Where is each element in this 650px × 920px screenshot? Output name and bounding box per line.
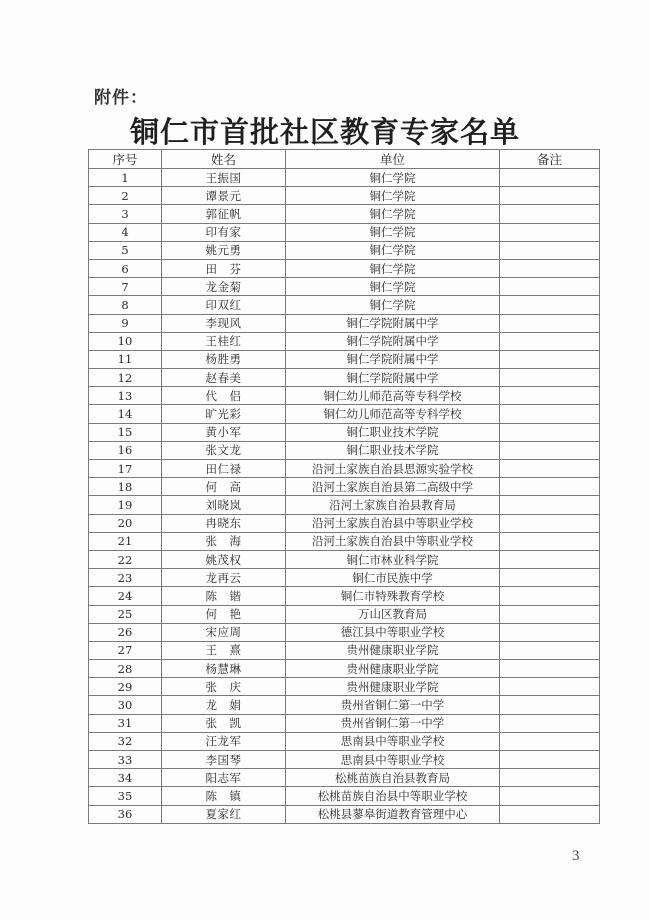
cell-no: 3 (89, 205, 162, 223)
table-row (89, 187, 600, 205)
cell-note (500, 805, 600, 823)
cell-no: 13 (89, 387, 162, 405)
page-number: 3 (572, 848, 580, 864)
cell-unit: 思南县中等职业学校 (286, 732, 500, 750)
cell-unit: 铜仁市民族中学 (286, 569, 500, 587)
cell-note (500, 369, 600, 387)
cell-name: 旷光彩 (162, 405, 286, 423)
cell-unit: 铜仁幼儿师范高等专科学校 (286, 405, 500, 423)
cell-note (500, 223, 600, 241)
cell-note (500, 259, 600, 277)
cell-note (500, 787, 600, 805)
table-row (89, 732, 600, 750)
cell-unit: 铜仁市特殊教育学校 (286, 587, 500, 605)
table-row (89, 769, 600, 787)
cell-name: 张 庆 (162, 678, 286, 696)
table-row (89, 314, 600, 332)
cell-name: 冉晓东 (162, 514, 286, 532)
cell-note (500, 441, 600, 459)
table-row (89, 496, 600, 514)
cell-name: 宋应周 (162, 623, 286, 641)
cell-name: 陈 锴 (162, 587, 286, 605)
table-row (89, 478, 600, 496)
cell-unit: 铜仁学院 (286, 241, 500, 259)
cell-note (500, 769, 600, 787)
table-row (89, 751, 600, 769)
cell-note (500, 732, 600, 750)
table-row (89, 660, 600, 678)
table-row (89, 405, 600, 423)
cell-unit: 松桃苗族自治县教育局 (286, 769, 500, 787)
cell-name: 何 艳 (162, 605, 286, 623)
table-row (89, 369, 600, 387)
cell-note (500, 478, 600, 496)
cell-note (500, 714, 600, 732)
table-row (89, 678, 600, 696)
table-row (89, 205, 600, 223)
cell-no: 32 (89, 732, 162, 750)
cell-name: 杨慧琳 (162, 660, 286, 678)
cell-unit: 铜仁学院 (286, 223, 500, 241)
cell-name: 汪龙军 (162, 732, 286, 750)
cell-no: 36 (89, 805, 162, 823)
cell-name: 印有家 (162, 223, 286, 241)
cell-name: 何 高 (162, 478, 286, 496)
cell-unit: 沿河土家族自治县第二高级中学 (286, 478, 500, 496)
table-row (89, 350, 600, 368)
cell-name: 刘晓岚 (162, 496, 286, 514)
cell-note (500, 605, 600, 623)
cell-no: 17 (89, 460, 162, 478)
cell-no: 7 (89, 278, 162, 296)
cell-name: 夏家红 (162, 805, 286, 823)
cell-note (500, 332, 600, 350)
cell-no: 15 (89, 423, 162, 441)
cell-unit: 沿河土家族自治县思源实验学校 (286, 460, 500, 478)
cell-unit: 铜仁学院 (286, 169, 500, 187)
cell-name: 赵春美 (162, 369, 286, 387)
cell-note (500, 569, 600, 587)
cell-no: 6 (89, 259, 162, 277)
cell-no: 9 (89, 314, 162, 332)
cell-name: 谭景元 (162, 187, 286, 205)
cell-name: 代 侣 (162, 387, 286, 405)
header-name: 姓名 (162, 150, 286, 169)
cell-no: 28 (89, 660, 162, 678)
table-row (89, 532, 600, 550)
cell-name: 陈 镇 (162, 787, 286, 805)
cell-no: 33 (89, 751, 162, 769)
cell-no: 12 (89, 369, 162, 387)
cell-note (500, 169, 600, 187)
cell-unit: 铜仁市林业科学院 (286, 550, 500, 568)
cell-unit: 铜仁学院附属中学 (286, 369, 500, 387)
cell-name: 阳志军 (162, 769, 286, 787)
cell-note (500, 550, 600, 568)
cell-no: 19 (89, 496, 162, 514)
cell-no: 10 (89, 332, 162, 350)
cell-unit: 德江县中等职业学校 (286, 623, 500, 641)
cell-name: 印双红 (162, 296, 286, 314)
cell-name: 王桂红 (162, 332, 286, 350)
cell-name: 杨胜勇 (162, 350, 286, 368)
cell-note (500, 205, 600, 223)
cell-note (500, 532, 600, 550)
table-row (89, 259, 600, 277)
cell-unit: 沿河土家族自治县教育局 (286, 496, 500, 514)
cell-unit: 铜仁学院 (286, 259, 500, 277)
cell-note (500, 496, 600, 514)
table-row (89, 423, 600, 441)
cell-unit: 铜仁学院附属中学 (286, 350, 500, 368)
header-unit: 单位 (286, 150, 500, 169)
cell-note (500, 187, 600, 205)
cell-name: 李现风 (162, 314, 286, 332)
cell-note (500, 751, 600, 769)
cell-unit: 铜仁幼儿师范高等专科学校 (286, 387, 500, 405)
cell-unit: 贵州健康职业学院 (286, 660, 500, 678)
cell-note (500, 296, 600, 314)
table-row (89, 460, 600, 478)
cell-note (500, 387, 600, 405)
table-row (89, 623, 600, 641)
table-row (89, 441, 600, 459)
cell-no: 22 (89, 550, 162, 568)
cell-name: 王 熹 (162, 641, 286, 659)
cell-note (500, 460, 600, 478)
cell-no: 26 (89, 623, 162, 641)
table-row (89, 696, 600, 714)
cell-unit: 松桃县蓼皋街道教育管理中心 (286, 805, 500, 823)
table-row (89, 169, 600, 187)
cell-no: 20 (89, 514, 162, 532)
cell-unit: 沿河土家族自治县中等职业学校 (286, 532, 500, 550)
table-row (89, 387, 600, 405)
cell-unit: 铜仁学院 (286, 296, 500, 314)
cell-unit: 贵州省铜仁第一中学 (286, 714, 500, 732)
cell-no: 27 (89, 641, 162, 659)
table-row (89, 241, 600, 259)
cell-no: 34 (89, 769, 162, 787)
table-row (89, 605, 600, 623)
table-row (89, 805, 600, 823)
cell-name: 姚茂权 (162, 550, 286, 568)
cell-no: 16 (89, 441, 162, 459)
cell-note (500, 278, 600, 296)
cell-note (500, 405, 600, 423)
table-body (89, 169, 600, 824)
cell-name: 张 海 (162, 532, 286, 550)
cell-name: 张 凯 (162, 714, 286, 732)
cell-unit: 铜仁职业技术学院 (286, 423, 500, 441)
cell-note (500, 641, 600, 659)
cell-no: 35 (89, 787, 162, 805)
cell-note (500, 241, 600, 259)
cell-no: 31 (89, 714, 162, 732)
cell-no: 5 (89, 241, 162, 259)
cell-no: 11 (89, 350, 162, 368)
cell-note (500, 696, 600, 714)
table-row (89, 569, 600, 587)
table-row (89, 223, 600, 241)
expert-roster-table (88, 149, 600, 824)
cell-unit: 沿河土家族自治县中等职业学校 (286, 514, 500, 532)
cell-name: 黄小军 (162, 423, 286, 441)
cell-unit: 贵州健康职业学院 (286, 641, 500, 659)
cell-unit: 万山区教育局 (286, 605, 500, 623)
cell-name: 龙 娟 (162, 696, 286, 714)
cell-no: 18 (89, 478, 162, 496)
cell-no: 4 (89, 223, 162, 241)
cell-no: 8 (89, 296, 162, 314)
cell-note (500, 514, 600, 532)
cell-note (500, 423, 600, 441)
cell-name: 龙再云 (162, 569, 286, 587)
table-row (89, 278, 600, 296)
cell-no: 1 (89, 169, 162, 187)
table-row (89, 641, 600, 659)
cell-note (500, 314, 600, 332)
cell-note (500, 623, 600, 641)
cell-name: 王振国 (162, 169, 286, 187)
cell-no: 23 (89, 569, 162, 587)
cell-unit: 铜仁学院 (286, 205, 500, 223)
cell-name: 田仁禄 (162, 460, 286, 478)
cell-unit: 贵州省铜仁第一中学 (286, 696, 500, 714)
cell-unit: 思南县中等职业学校 (286, 751, 500, 769)
cell-no: 30 (89, 696, 162, 714)
table-row (89, 296, 600, 314)
cell-name: 张文龙 (162, 441, 286, 459)
cell-note (500, 350, 600, 368)
cell-name: 田 芬 (162, 259, 286, 277)
table-row (89, 587, 600, 605)
cell-unit: 铜仁学院附属中学 (286, 314, 500, 332)
cell-note (500, 587, 600, 605)
cell-note (500, 660, 600, 678)
cell-unit: 铜仁学院 (286, 187, 500, 205)
cell-note (500, 678, 600, 696)
cell-name: 龙金菊 (162, 278, 286, 296)
cell-unit: 松桃苗族自治县中等职业学校 (286, 787, 500, 805)
cell-unit: 铜仁学院附属中学 (286, 332, 500, 350)
cell-no: 25 (89, 605, 162, 623)
cell-name: 郭征帆 (162, 205, 286, 223)
header-no: 序号 (89, 150, 162, 169)
cell-unit: 铜仁学院 (286, 278, 500, 296)
cell-unit: 贵州健康职业学院 (286, 678, 500, 696)
table-row (89, 550, 600, 568)
table-row (89, 714, 600, 732)
table-row (89, 332, 600, 350)
table-row (89, 514, 600, 532)
cell-no: 2 (89, 187, 162, 205)
document-title: 铜仁市首批社区教育专家名单 (129, 115, 520, 149)
cell-no: 29 (89, 678, 162, 696)
cell-unit: 铜仁职业技术学院 (286, 441, 500, 459)
attachment-label: 附件： (94, 88, 148, 108)
cell-no: 24 (89, 587, 162, 605)
cell-no: 14 (89, 405, 162, 423)
cell-name: 姚元勇 (162, 241, 286, 259)
cell-no: 21 (89, 532, 162, 550)
table-header-row (89, 150, 600, 169)
cell-name: 李国琴 (162, 751, 286, 769)
header-note: 备注 (500, 150, 600, 169)
table-row (89, 787, 600, 805)
